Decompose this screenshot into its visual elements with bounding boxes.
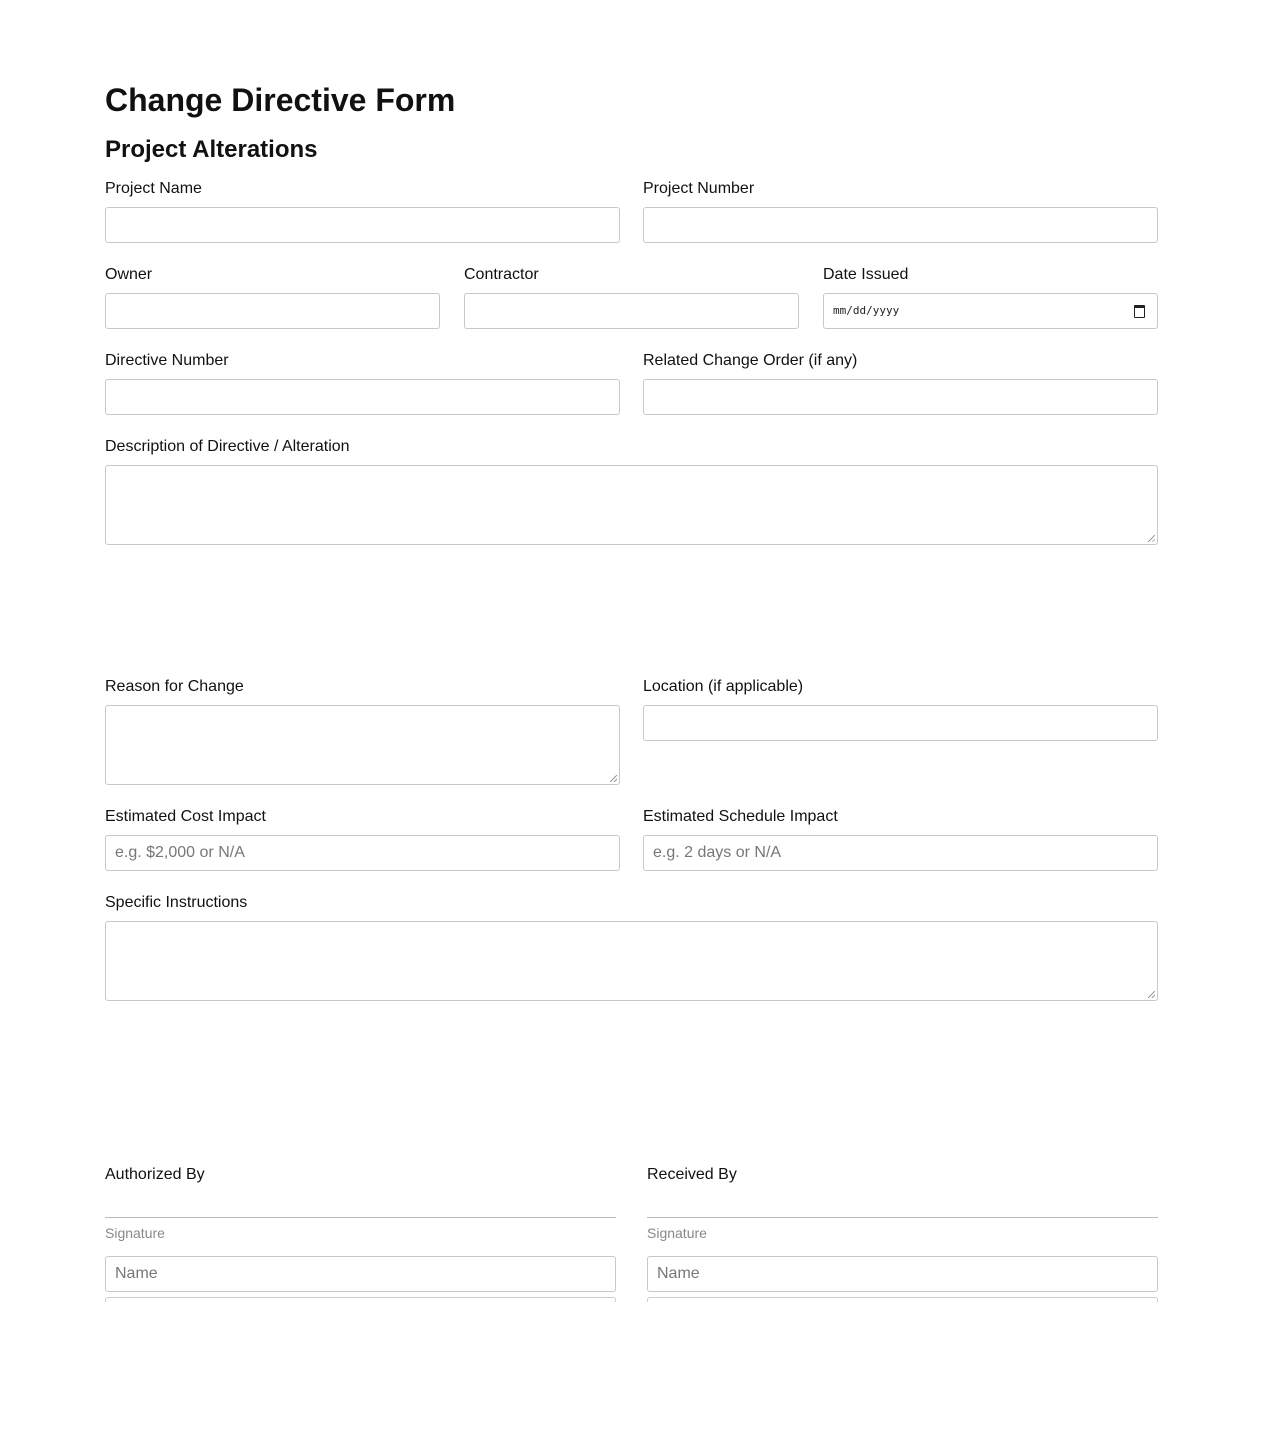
project-name-label: Project Name [105, 180, 202, 197]
reason-textarea[interactable] [105, 705, 620, 785]
schedule-impact-label: Estimated Schedule Impact [643, 808, 838, 825]
location-input[interactable] [643, 705, 1158, 741]
directive-number-label: Directive Number [105, 352, 229, 369]
received-name-input[interactable]: Name [647, 1256, 1158, 1292]
cost-impact-input[interactable]: e.g. $2,000 or N/A [105, 835, 620, 871]
section-title: Project Alterations [105, 136, 318, 163]
received-extra-field[interactable] [647, 1297, 1158, 1302]
description-label: Description of Directive / Alteration [105, 438, 350, 455]
related-change-order-label: Related Change Order (if any) [643, 352, 858, 369]
reason-label: Reason for Change [105, 678, 244, 695]
authorized-by-heading: Authorized By [105, 1166, 205, 1183]
directive-number-input[interactable] [105, 379, 620, 415]
instructions-textarea[interactable] [105, 921, 1158, 1001]
authorized-extra-field[interactable] [105, 1297, 616, 1302]
description-textarea[interactable] [105, 465, 1158, 545]
page-title: Change Directive Form [105, 82, 456, 118]
resize-handle-icon[interactable] [1148, 991, 1155, 998]
date-issued-input[interactable] [823, 293, 1158, 329]
owner-label: Owner [105, 266, 153, 283]
contractor-input[interactable] [464, 293, 799, 329]
instructions-label: Specific Instructions [105, 894, 248, 911]
owner-input[interactable] [105, 293, 440, 329]
calendar-icon[interactable] [1134, 305, 1145, 318]
received-signature-label: Signature [647, 1225, 707, 1241]
project-number-input[interactable] [643, 207, 1158, 243]
resize-handle-icon[interactable] [1148, 535, 1155, 542]
received-by-heading: Received By [647, 1166, 737, 1183]
authorized-name-input[interactable]: Name [105, 1256, 616, 1292]
date-issued-label: Date Issued [823, 266, 909, 283]
cost-impact-label: Estimated Cost Impact [105, 808, 266, 825]
schedule-impact-input[interactable]: e.g. 2 days or N/A [643, 835, 1158, 871]
received-signature-line[interactable] [647, 1217, 1158, 1218]
related-change-order-input[interactable] [643, 379, 1158, 415]
resize-handle-icon[interactable] [610, 775, 617, 782]
authorized-signature-label: Signature [105, 1225, 165, 1241]
date-placeholder: mm/dd/yyyy [833, 304, 900, 317]
location-label: Location (if applicable) [643, 678, 804, 695]
project-name-input[interactable] [105, 207, 620, 243]
authorized-signature-line[interactable] [105, 1217, 616, 1218]
contractor-label: Contractor [464, 266, 539, 283]
project-number-label: Project Number [643, 180, 755, 197]
